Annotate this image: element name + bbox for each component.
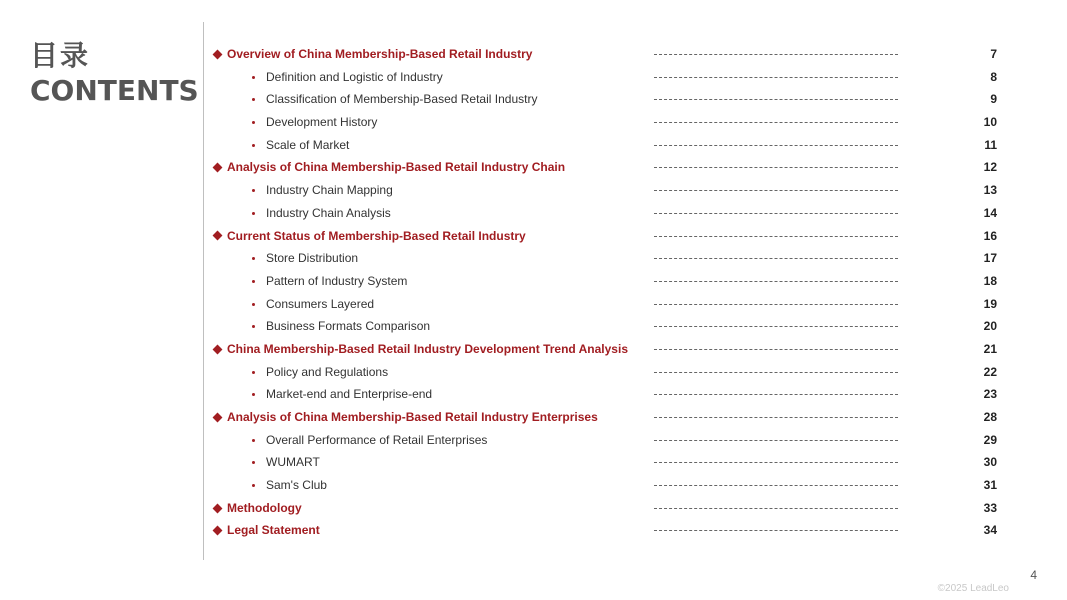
dotted-leader	[654, 190, 898, 191]
dotted-leader	[654, 122, 898, 123]
toc-entry-label	[212, 43, 532, 66]
toc-page-number: 16	[983, 228, 997, 243]
dot-bullet-icon	[252, 439, 255, 442]
toc-section-row[interactable]	[212, 497, 1012, 520]
toc-entry-label	[266, 429, 487, 452]
toc-entry-label	[212, 497, 302, 520]
toc-entry-label	[212, 406, 598, 429]
toc-subsection-row[interactable]	[212, 111, 1012, 134]
diamond-bullet-icon	[213, 163, 223, 173]
dotted-leader	[654, 77, 898, 78]
dot-bullet-icon	[252, 144, 255, 147]
toc-entry-label	[266, 383, 432, 406]
copyright-notice: ©2025 LeadLeo	[937, 583, 1009, 594]
toc-entry-text: Analysis of China Membership-Based Retail Industry Chain	[227, 160, 566, 175]
dotted-leader	[654, 508, 898, 509]
toc-entry-label	[266, 179, 393, 202]
dotted-leader	[654, 394, 898, 395]
toc-entry-label	[266, 361, 388, 384]
toc-page-number: 14	[983, 205, 997, 220]
toc-entry-text: Development History	[266, 115, 378, 130]
toc-entry-text: Industry Chain Analysis	[266, 205, 391, 220]
dotted-leader	[654, 236, 898, 237]
toc-subsection-row[interactable]	[212, 429, 1012, 452]
toc-subsection-row[interactable]	[212, 474, 1012, 497]
dotted-leader	[654, 54, 898, 55]
dot-bullet-icon	[252, 212, 255, 215]
toc-entry-text: Overview of China Membership-Based Retail Industry	[227, 47, 533, 61]
toc-entry-text: Sam's Club	[266, 478, 327, 493]
dot-bullet-icon	[252, 325, 255, 328]
toc-entry-text: WUMART	[266, 455, 320, 470]
toc-page-number: 33	[983, 500, 997, 515]
toc-section-row[interactable]	[212, 43, 1012, 66]
toc-subsection-row[interactable]	[212, 179, 1012, 202]
toc-entry-text: Policy and Regulations	[266, 364, 389, 379]
toc-entry-text: China Membership-Based Retail Industry Development Trend Analysis	[227, 341, 628, 356]
toc-entry-label	[266, 270, 407, 293]
toc-entry-label	[212, 156, 565, 179]
toc-entry-label	[266, 247, 358, 270]
slide-number: 4	[1030, 568, 1037, 582]
toc-page-number: 28	[983, 410, 997, 424]
dotted-leader	[654, 304, 898, 305]
toc-page-number: 19	[983, 296, 997, 311]
toc-subsection-row[interactable]	[212, 361, 1012, 384]
toc-entry-label	[266, 202, 391, 225]
dot-bullet-icon	[252, 189, 255, 192]
toc-entry-text: Scale of Market	[266, 137, 350, 152]
dot-bullet-icon	[252, 371, 255, 374]
toc-subsection-row[interactable]	[212, 270, 1012, 293]
toc-page-number: 8	[990, 69, 997, 84]
diamond-bullet-icon	[213, 344, 223, 354]
dot-bullet-icon	[252, 484, 255, 487]
dotted-leader	[654, 167, 898, 168]
dotted-leader	[654, 213, 898, 214]
toc-entry-label	[266, 111, 377, 134]
toc-subsection-row[interactable]	[212, 293, 1012, 316]
toc-entry-label	[212, 338, 628, 361]
toc-page-number: 18	[983, 273, 997, 288]
table-of-contents	[212, 43, 1012, 542]
toc-page-number: 34	[983, 523, 997, 538]
toc-entry-text: Pattern of Industry System	[266, 273, 408, 288]
toc-entry-label	[212, 225, 526, 248]
toc-page-number: 23	[983, 387, 997, 402]
dot-bullet-icon	[252, 303, 255, 306]
toc-entry-label	[266, 134, 349, 157]
toc-page-number: 11	[984, 137, 997, 152]
dotted-leader	[654, 145, 898, 146]
dotted-leader	[654, 326, 898, 327]
toc-entry-text: Store Distribution	[266, 251, 359, 266]
toc-section-row[interactable]	[212, 338, 1012, 361]
diamond-bullet-icon	[213, 412, 223, 422]
dotted-leader	[654, 99, 898, 100]
dotted-leader	[654, 417, 898, 418]
dot-bullet-icon	[252, 98, 255, 101]
toc-entry-label	[266, 293, 374, 316]
toc-entry-label	[266, 451, 320, 474]
dot-bullet-icon	[252, 257, 255, 260]
dot-bullet-icon	[252, 280, 255, 283]
toc-entry-text: Overall Performance of Retail Enterprises	[266, 432, 488, 447]
toc-subsection-row[interactable]	[212, 451, 1012, 474]
toc-subsection-row[interactable]	[212, 134, 1012, 157]
toc-subsection-row[interactable]	[212, 383, 1012, 406]
dotted-leader	[654, 440, 898, 441]
toc-entry-text: Definition and Logistic of Industry	[266, 69, 443, 84]
title-chinese: 目录	[30, 39, 91, 72]
dotted-leader	[654, 530, 898, 531]
diamond-bullet-icon	[213, 526, 223, 536]
toc-entry-text: Business Formats Comparison	[266, 319, 431, 334]
toc-page-number: 21	[983, 341, 997, 356]
toc-entry-label	[266, 66, 443, 89]
dotted-leader	[654, 349, 898, 350]
toc-subsection-row[interactable]	[212, 202, 1012, 225]
toc-subsection-row[interactable]	[212, 247, 1012, 270]
toc-entry-text: Classification of Membership-Based Retail Industry	[266, 92, 538, 107]
toc-page-number: 29	[983, 432, 997, 447]
diamond-bullet-icon	[213, 49, 223, 59]
toc-entry-text: Current Status of Membership-Based Retail Industry	[227, 228, 526, 243]
toc-page-number: 7	[990, 47, 997, 61]
dot-bullet-icon	[252, 461, 255, 464]
toc-section-row[interactable]	[212, 519, 1012, 542]
contents-title	[30, 38, 199, 108]
toc-entry-text: Market-end and Enterprise-end	[266, 387, 433, 402]
dot-bullet-icon	[252, 76, 255, 79]
toc-page-number: 10	[983, 115, 997, 130]
toc-entry-text: Methodology	[227, 500, 302, 515]
dotted-leader	[654, 281, 898, 282]
toc-section-row[interactable]	[212, 225, 1012, 248]
toc-page-number: 20	[983, 319, 997, 334]
toc-entry-text: Analysis of China Membership-Based Retail Industry Enterprises	[227, 410, 598, 424]
dot-bullet-icon	[252, 121, 255, 124]
toc-entry-label	[266, 474, 327, 497]
toc-entry-text: Industry Chain Mapping	[266, 183, 393, 198]
toc-section-row[interactable]	[212, 406, 1012, 429]
toc-subsection-row[interactable]	[212, 66, 1012, 89]
toc-entry-text: Consumers Layered	[266, 296, 375, 311]
toc-subsection-row[interactable]	[212, 88, 1012, 111]
toc-page-number: 30	[983, 455, 997, 470]
diamond-bullet-icon	[213, 503, 223, 513]
diamond-bullet-icon	[213, 231, 223, 241]
title-english: CONTENTS	[30, 74, 199, 107]
toc-page-number: 31	[983, 478, 997, 493]
toc-entry-label	[266, 315, 430, 338]
dotted-leader	[654, 258, 898, 259]
toc-page-number: 12	[983, 160, 997, 175]
toc-page-number: 13	[983, 183, 997, 198]
vertical-divider	[203, 22, 204, 560]
toc-page-number: 9	[990, 92, 997, 107]
dot-bullet-icon	[252, 393, 255, 396]
toc-entry-text: Legal Statement	[227, 523, 320, 538]
toc-section-row[interactable]	[212, 156, 1012, 179]
dotted-leader	[654, 372, 898, 373]
toc-page-number: 22	[983, 364, 997, 379]
dotted-leader	[654, 485, 898, 486]
toc-page-number: 17	[983, 251, 997, 266]
toc-subsection-row[interactable]	[212, 315, 1012, 338]
toc-entry-label	[266, 88, 537, 111]
toc-entry-label	[212, 519, 320, 542]
dotted-leader	[654, 462, 898, 463]
